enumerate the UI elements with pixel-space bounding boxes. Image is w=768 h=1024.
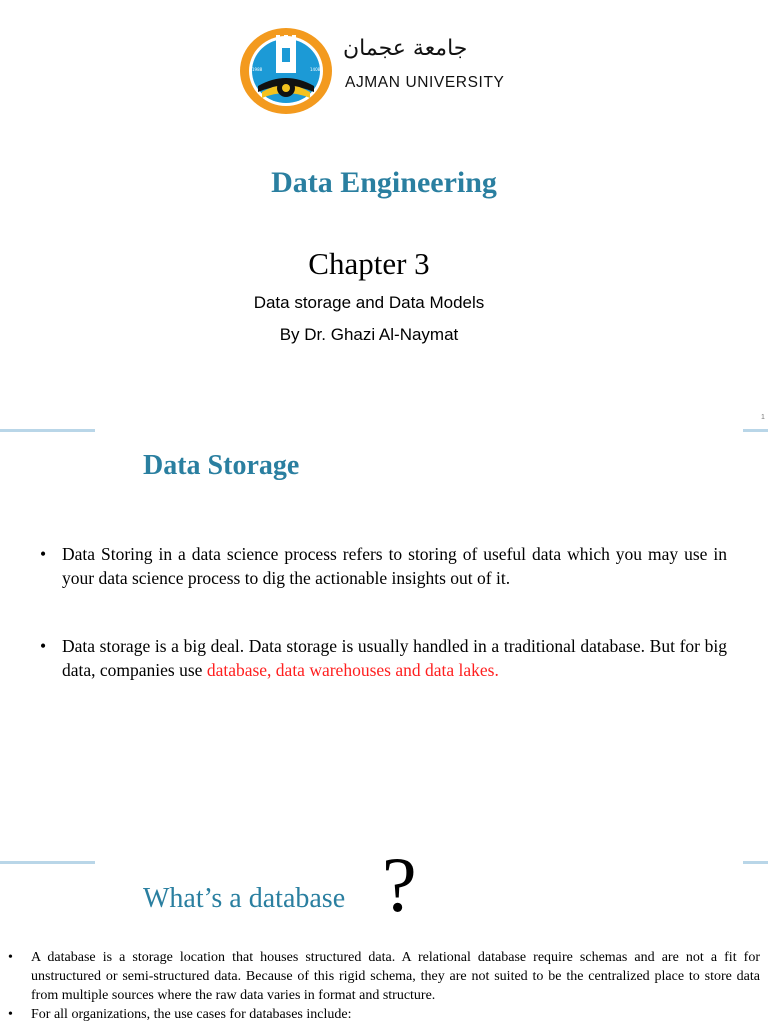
bullet-dot: •: [8, 1007, 13, 1022]
database-heading: What’s a database: [143, 883, 346, 914]
bullet-text: A database is a storage location that houses structured data. A relational database require schemas and are not a fit for unstructured or semi-structured data. Because of this rigid schema, they are not suited to be the centralized place to store data from multiple sources where the raw data varies in format and structure.: [31, 950, 760, 1003]
chapter-heading: Chapter 3: [308, 246, 430, 281]
author-line: By Dr. Ghazi Al-Naymat: [279, 325, 459, 344]
bullet-item: [8, 1005, 760, 1024]
bullet-text-main: Data storage is a big deal. Data storage is usually handled in a traditional database. But for big data, companies use: [62, 636, 727, 680]
data-storage-heading: Data Storage: [143, 450, 300, 481]
bullet-text: [62, 634, 727, 682]
logo-right-year: 1408: [310, 67, 321, 72]
question-mark-graphic: ?: [382, 841, 417, 928]
chapter-subtitle: Data storage and Data Models: [253, 293, 485, 312]
bullet-text: For all organizations, the use cases for databases include:: [31, 1007, 352, 1022]
bullet-item: [8, 948, 760, 1005]
bullet-dot: •: [40, 636, 47, 656]
logo-left-year: 1988: [252, 67, 263, 72]
slide-divider-left: [0, 861, 95, 864]
bullet-dot: •: [40, 544, 47, 564]
slide-title: Data Engineering: [271, 166, 497, 199]
logo-arabic-name: جامعة عجمان: [343, 36, 468, 61]
university-logo: [238, 26, 334, 116]
logo-emblem-icon: [238, 26, 334, 116]
bullet-text: Data Storing in a data science process refers to storing of useful data which you may use in your data science process to dig the actionable insights out of it.: [62, 544, 727, 588]
logo-english-name: AJMAN UNIVERSITY: [345, 74, 505, 91]
highlighted-text: database, data warehouses and data lakes.: [206, 660, 499, 680]
bullet-item: [40, 542, 727, 590]
slide-divider-right: [743, 861, 768, 864]
bullet-dot: •: [8, 950, 13, 965]
page-number: 1: [761, 414, 765, 421]
bullet-item: [40, 634, 727, 682]
slide-divider-right: [743, 429, 768, 432]
slide-divider-left: [0, 429, 95, 432]
